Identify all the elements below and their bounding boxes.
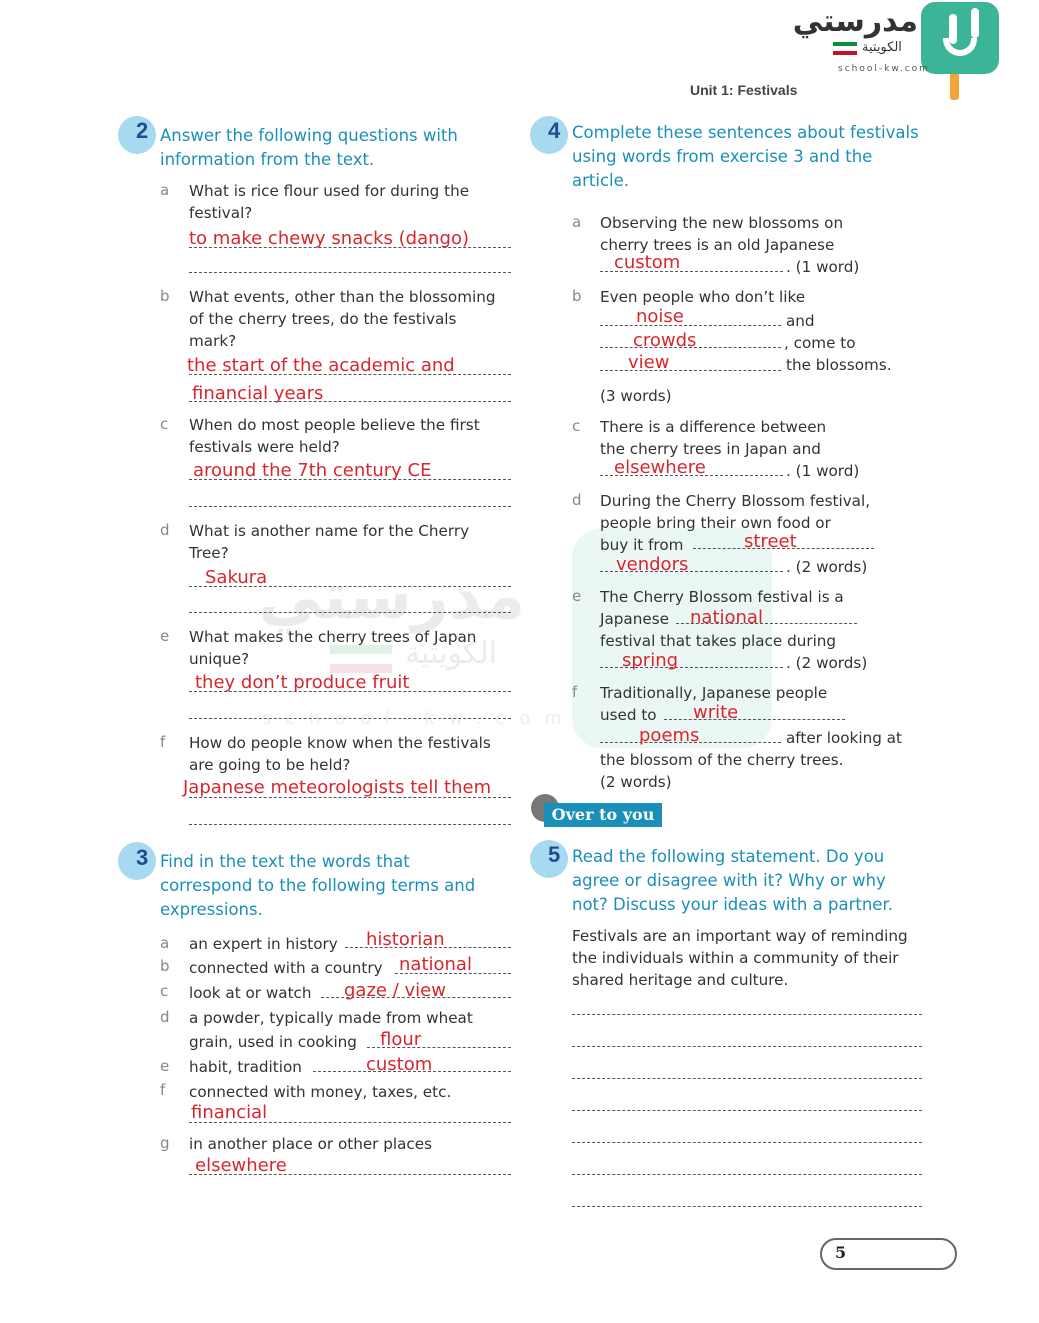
sentence-letter: e [572, 587, 582, 605]
page-number: 5 [835, 1243, 847, 1262]
sentence-text: . (2 words) [786, 654, 868, 672]
exercise-2-instruction-1: Answer the following questions with [160, 126, 458, 145]
exercise-3-instruction-1: Find in the text the words that [160, 852, 410, 871]
sentence-text: The Cherry Blossom festival is a [600, 588, 844, 606]
answer-line[interactable] [189, 506, 511, 507]
sentence-letter: d [572, 491, 582, 509]
watermark-name: مدرستي [258, 560, 526, 634]
sentence-letter: a [572, 213, 582, 231]
sentence-text: cherry trees is an old Japanese [600, 236, 835, 254]
answer-line[interactable] [189, 797, 511, 798]
item-text: an expert in history [189, 935, 338, 953]
answer-text: historian [366, 929, 445, 950]
question-text: What makes the cherry trees of Japan [189, 628, 477, 646]
answer-line[interactable] [189, 479, 511, 480]
answer-text: poems [639, 725, 700, 746]
answer-text: write [693, 702, 739, 723]
answer-line[interactable] [600, 325, 781, 326]
answer-text: vendors [616, 554, 689, 575]
answer-text: Sakura [205, 567, 268, 588]
sentence-text: . (1 word) [786, 258, 860, 276]
sentence-letter: c [572, 417, 581, 435]
answer-line[interactable] [664, 719, 845, 720]
word-count: (3 words) [600, 387, 672, 405]
kuwait-flag-icon [833, 42, 857, 55]
answer-text: national [399, 954, 472, 975]
answer-text: the start of the academic and [187, 355, 455, 376]
exercise-5-instruction-1: Read the following statement. Do you [572, 847, 885, 866]
exercise-3-number: 3 [136, 845, 149, 870]
watermark-sub: الكويتية [405, 636, 498, 671]
question-text: When do most people believe the first [189, 416, 480, 434]
item-letter: a [160, 934, 170, 952]
item-letter: e [160, 1057, 170, 1075]
answer-text: financial [191, 1102, 268, 1123]
sentence-text: , come to [784, 334, 856, 352]
unit-title: Unit 1: Festivals [690, 82, 798, 98]
sentence-text: Observing the new blossoms on [600, 214, 844, 232]
exercise-5-instruction-3: not? Discuss your ideas with a partner. [572, 895, 893, 914]
answer-line[interactable] [189, 691, 511, 692]
brand-name: مدرستي [792, 4, 918, 39]
exercise-4-instruction-1: Complete these sentences about festivals [572, 123, 919, 142]
writing-line[interactable] [572, 1014, 922, 1015]
writing-line[interactable] [572, 1142, 922, 1143]
answer-line[interactable] [189, 401, 511, 402]
sentence-text: and [786, 312, 815, 330]
question-text: What is another name for the Cherry [189, 522, 470, 540]
sentence-text: the cherry trees in Japan and [600, 440, 821, 458]
watermark-flag-icon [330, 645, 392, 673]
answer-text: noise [636, 306, 684, 327]
sentence-letter: b [572, 287, 582, 305]
statement-text: Festivals are an important way of reminding [572, 927, 908, 945]
watermark-url: school-kw.com [262, 708, 576, 729]
question-letter: b [160, 287, 170, 305]
answer-text: national [690, 607, 763, 628]
question-letter: e [160, 627, 170, 645]
writing-line[interactable] [572, 1078, 922, 1079]
item-letter: b [160, 957, 170, 975]
exercise-4-number: 4 [548, 118, 561, 143]
answer-line[interactable] [189, 272, 511, 273]
sentence-text: buy it from [600, 536, 684, 554]
answer-line[interactable] [189, 1174, 511, 1175]
writing-line[interactable] [572, 1174, 922, 1175]
item-text: habit, tradition [189, 1058, 302, 1076]
item-text: grain, used in cooking [189, 1033, 357, 1051]
answer-text: financial years [192, 383, 324, 404]
answer-line[interactable] [189, 718, 511, 719]
bookmark-tab-icon [950, 74, 959, 100]
question-text: of the cherry trees, do the festivals [189, 310, 457, 328]
item-text: look at or watch [189, 984, 312, 1002]
sentence-letter: f [572, 683, 578, 701]
answer-text: custom [366, 1054, 433, 1075]
brand-sub: الكويتية [862, 40, 902, 55]
answer-line[interactable] [189, 1122, 511, 1123]
writing-line[interactable] [572, 1206, 922, 1207]
question-text: festival? [189, 204, 253, 222]
sentence-text: Even people who don’t like [600, 288, 806, 306]
sentence-text: after looking at [786, 729, 902, 747]
word-count: (2 words) [600, 773, 672, 791]
answer-text: custom [614, 252, 681, 273]
answer-text: gaze / view [344, 980, 446, 1001]
answer-line[interactable] [189, 374, 511, 375]
exercise-3-instruction-3: expressions. [160, 900, 263, 919]
question-letter: a [160, 181, 170, 199]
question-text: are going to be held? [189, 756, 351, 774]
statement-text: shared heritage and culture. [572, 971, 789, 989]
answer-text: elsewhere [614, 457, 706, 478]
question-text: unique? [189, 650, 250, 668]
exercise-5-number: 5 [548, 842, 561, 867]
writing-line[interactable] [572, 1046, 922, 1047]
answer-text: street [744, 531, 797, 552]
answer-line[interactable] [189, 824, 511, 825]
sentence-text: people bring their own food or [600, 514, 831, 532]
answer-text: elsewhere [195, 1155, 287, 1176]
question-text: mark? [189, 332, 237, 350]
answer-text: Japanese meteorologists tell them [183, 777, 492, 798]
exercise-3-instruction-2: correspond to the following terms and [160, 876, 476, 895]
sentence-text: the blossoms. [786, 356, 892, 374]
answer-text: view [628, 352, 670, 373]
answer-line[interactable] [189, 612, 511, 613]
brand-logo-icon [921, 2, 999, 74]
sentence-text: the blossom of the cherry trees. [600, 751, 844, 769]
sentence-text: During the Cherry Blossom festival, [600, 492, 871, 510]
answer-text: to make chewy snacks (dango) [189, 228, 469, 249]
over-to-you-label: Over to you [544, 803, 662, 827]
question-letter: f [160, 733, 166, 751]
item-letter: c [160, 982, 169, 1000]
answer-text: flour [380, 1029, 422, 1050]
sentence-text: . (1 word) [786, 462, 860, 480]
writing-line[interactable] [572, 1110, 922, 1111]
item-letter: f [160, 1081, 166, 1099]
statement-text: the individuals within a community of their [572, 949, 899, 967]
question-text: What is rice flour used for during the [189, 182, 470, 200]
item-text: in another place or other places [189, 1135, 433, 1153]
question-text: What events, other than the blossoming [189, 288, 496, 306]
exercise-4-instruction-2: using words from exercise 3 and the [572, 147, 873, 166]
answer-text: they don’t produce fruit [195, 672, 410, 693]
exercise-5-instruction-2: agree or disagree with it? Why or why [572, 871, 886, 890]
sentence-text: Traditionally, Japanese people [600, 684, 828, 702]
exercise-2-number: 2 [136, 118, 149, 143]
question-letter: c [160, 415, 169, 433]
question-letter: d [160, 521, 170, 539]
sentence-text: There is a difference between [600, 418, 827, 436]
item-letter: g [160, 1134, 170, 1152]
question-text: Tree? [189, 544, 229, 562]
question-text: festivals were held? [189, 438, 340, 456]
sentence-text: festival that takes place during [600, 632, 837, 650]
sentence-text: used to [600, 706, 657, 724]
item-text: connected with a country [189, 959, 383, 977]
answer-text: spring [622, 650, 679, 671]
item-text: a powder, typically made from wheat [189, 1009, 473, 1027]
answer-line[interactable] [189, 586, 511, 587]
answer-line[interactable] [189, 247, 511, 248]
exercise-2-instruction-2: information from the text. [160, 150, 375, 169]
sentence-text: . (2 words) [786, 558, 868, 576]
answer-text: around the 7th century CE [193, 460, 432, 481]
item-letter: d [160, 1008, 170, 1026]
exercise-4-instruction-3: article. [572, 171, 630, 190]
sentence-text: Japanese [600, 610, 669, 628]
brand-url: school-kw.com [838, 64, 930, 74]
answer-text: crowds [633, 330, 697, 351]
question-text: How do people know when the festivals [189, 734, 491, 752]
item-text: connected with money, taxes, etc. [189, 1083, 452, 1101]
